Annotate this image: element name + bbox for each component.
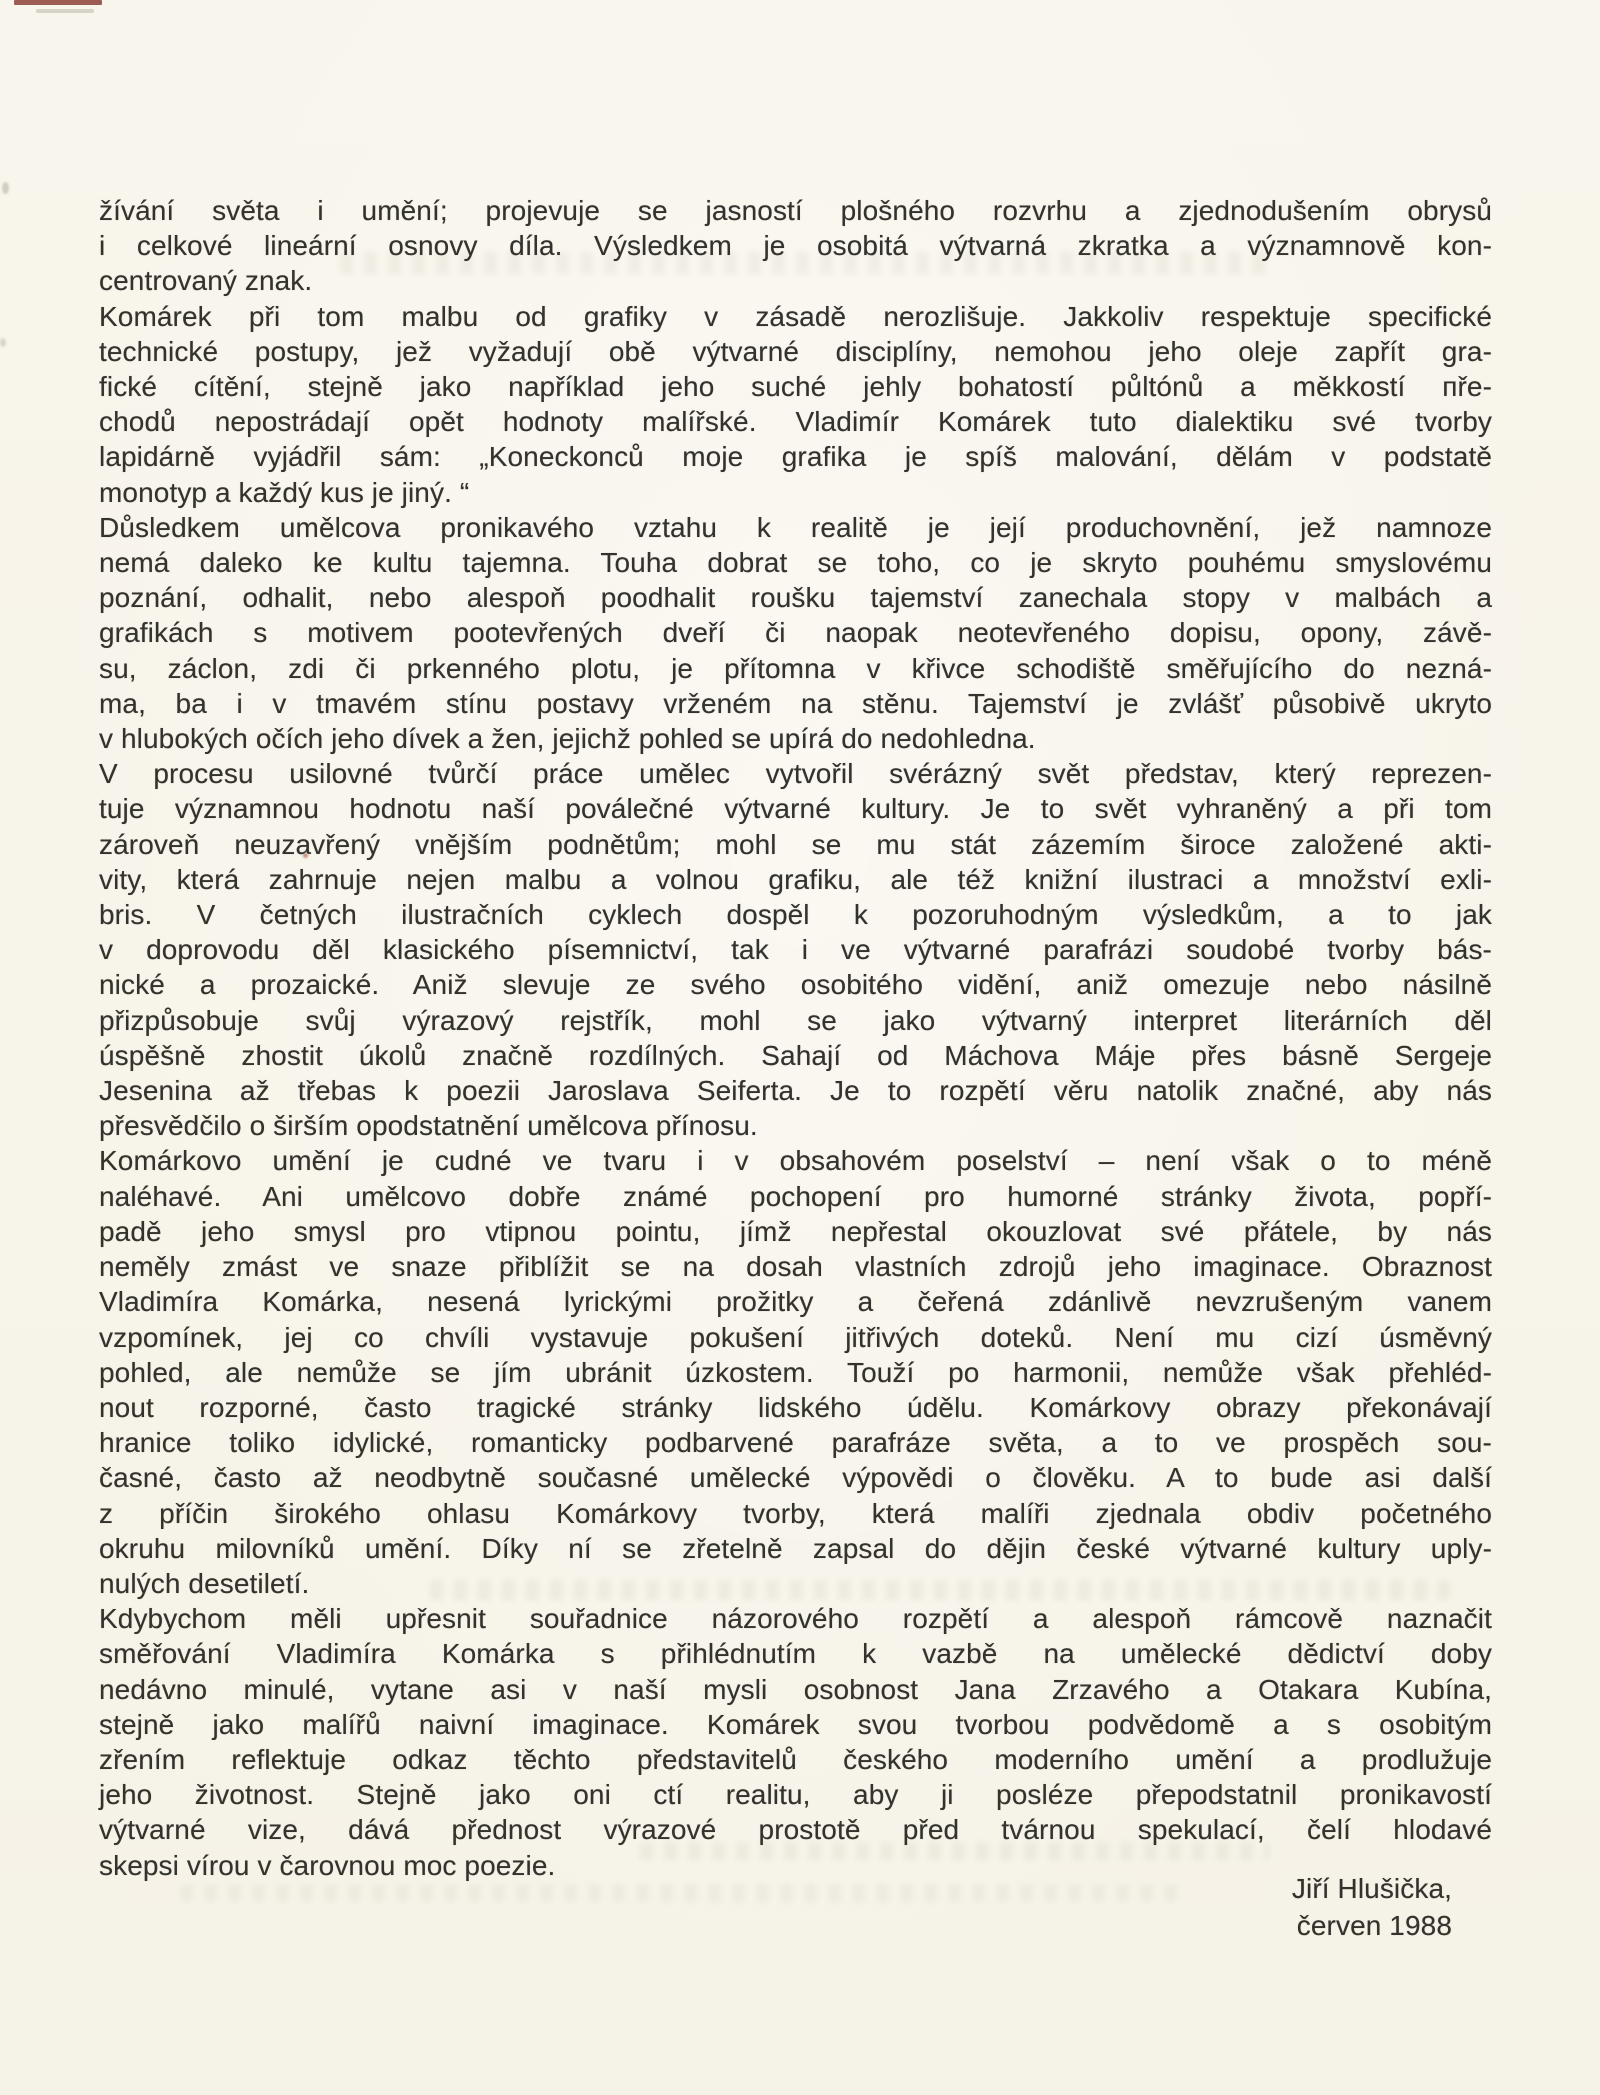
text-line: vzpomínek, jej co chvíli vystavuje pokušení jitřivých doteků. Není mu cizí úsměvný [99, 1321, 1492, 1353]
paragraph [99, 1601, 1492, 1883]
text-line: skepsi vírou v čarovnou moc poezie. [99, 1849, 556, 1881]
text-line: padě jeho smysl pro vtipnou pointu, jímž nepřestal okouzlovat své přátele, by nás [99, 1215, 1492, 1247]
paragraph [99, 510, 1492, 756]
text-line: přizpůsobuje svůj výrazový rejstřík, mohl se jako výtvarný interpret literárních děl [99, 1004, 1492, 1036]
bleed-through-artifact [180, 1884, 1180, 1902]
text-line: Důsledkem umělcova pronikavého vztahu k realitě je její produchovnění, jež namnoze [99, 511, 1492, 543]
paragraph [99, 299, 1492, 510]
text-line: zároveň neuzavřený vnějším podnětům; mohl se mu stát zázemím široce založené akti- [99, 828, 1492, 860]
signature-date: červen 1988 [1296, 1910, 1452, 1941]
text-line: technické postupy, jež vyžadují obě výtvarné disciplíny, nemohou jeho oleje zapřít gra- [99, 335, 1492, 367]
text-line: přesvědčilo o širším opodstatnění umělcova přínosu. [99, 1110, 758, 1142]
text-line: neměly zmást ve snaze přiblížit se na dosah vlastních zdrojů jeho imaginace. Obraznost [99, 1251, 1492, 1283]
text-line: nické a prozaické. Aniž slevuje ze svého osobitého vidění, aniž omezuje nebo násilně [99, 969, 1492, 1001]
text-line: Jesenina až třebas k poezii Jaroslava Seiferta. Je to rozpětí věru natolik značné, aby nás [99, 1075, 1492, 1107]
text-line: su, záclon, zdi či prkenného plotu, je přítomna v křivce schodiště směřujícího do nezná- [99, 652, 1492, 684]
text-line: v hlubokých očích jeho dívek a žen, jejichž pohled se upírá do nedohledna. [99, 723, 1036, 755]
text-line: poznání, odhalit, nebo alespoň poodhalit roušku tajemství zanechala stopy v malbách a [99, 582, 1492, 614]
paper-speck [0, 338, 6, 347]
text-line: z příčin širokého ohlasu Komárkovy tvorby, která malíři zjednala obdiv početného [99, 1497, 1492, 1529]
paragraph [99, 193, 1492, 299]
text-line: centrovaný znak. [99, 265, 313, 297]
text-line: tuje významnou hodnotu naší poválečné výtvarné kultury. Je to svět vyhraněný a při tom [99, 793, 1492, 825]
gray-edge-mark-artifact [36, 9, 94, 13]
text-line: žívání světa i umění; projevuje se jasností plošného rozvrhu a zjednodušením obrysů [99, 195, 1492, 226]
paragraph [99, 1143, 1492, 1601]
text-line: bris. V četných ilustračních cyklech dospěl k pozoruhodným výsledkům, a to jak [99, 899, 1492, 931]
text-line: pohled, ale nemůže se jím ubránit úzkostem. Touží po harmonii, nemůže však přehléd- [99, 1356, 1492, 1388]
signature-name: Jiří Hlušička, [1291, 1873, 1452, 1904]
signature-block [1292, 1870, 1452, 1944]
text-line: nemá daleko ke kultu tajemna. Touha dobrat se toho, co je skryto pouhému smyslovému [99, 547, 1492, 579]
text-line: úspěšně zhostit úkolů značně rozdílných. Sahají od Máchova Máje přes básně Sergeje [99, 1039, 1492, 1071]
text-line: vity, která zahrnuje nejen malbu a volnou grafiku, ale též knižní ilustraci a množství exli- [99, 863, 1492, 895]
paragraph [99, 756, 1492, 1143]
text-line: nout rozporné, často tragické stránky lidského údělu. Komárkovy obrazy překonávají [99, 1391, 1492, 1423]
text-line: v doprovodu děl klasického písemnictví, tak i ve výtvarné parafrázi soudobé tvorby bás- [99, 934, 1492, 966]
text-line: Kdybychom měli upřesnit souřadnice názorového rozpětí a alespoň rámcově naznačit [99, 1603, 1492, 1635]
red-edge-mark-artifact [14, 0, 102, 5]
text-line: naléhavé. Ani umělcovo dobře známé pochopení pro humorné stránky života, popří- [99, 1180, 1492, 1212]
text-line: chodů nepostrádají opět hodnoty malířské. Vladimír Komárek tuto dialektiku své tvorby [99, 406, 1492, 438]
text-line: okruhu milovníků umění. Díky ní se zřetelně zapsal do dějin české výtvarné kultury uply- [99, 1532, 1492, 1564]
text-line: hranice toliko idylické, romanticky podbarvené parafráze světa, a to ve prospěch sou- [99, 1427, 1492, 1459]
text-line: Komárek při tom malbu od grafiky v zásadě nerozlišuje. Jakkoliv respektuje specifické [99, 300, 1492, 332]
text-line: stejně jako malířů naivní imaginace. Komárek svou tvorbou podvědomě a s osobitým [99, 1708, 1492, 1740]
text-line: Komárkovo umění je cudné ve tvaru i v obsahovém poselství – není však o to méně [99, 1145, 1492, 1177]
text-line: V procesu usilovné tvůrčí práce umělec vytvořil svérázný svět představ, který reprezen- [99, 758, 1492, 790]
text-line: ma, ba i v tmavém stínu postavy vrženém na stěnu. Tajemství je zvlášť působivě ukryto [99, 687, 1492, 719]
text-line: i celkové lineární osnovy díla. Výsledkem je osobitá výtvarná zkratka a významnově kon- [99, 230, 1492, 262]
text-line: nedávno minulé, vytane asi v naší mysli osobnost Jana Zrzavého a Otakara Kubína, [99, 1673, 1492, 1705]
text-line: grafikách s motivem pootevřených dveří či naopak neotevřeného dopisu, opony, závě- [99, 617, 1492, 649]
text-line: časné, často až neodbytně současné umělecké výpovědi o člověku. A to bude asi další [99, 1462, 1492, 1494]
text-line: monotyp a každý kus je jiný. “ [99, 476, 470, 508]
text-line: směřování Vladimíra Komárka s přihlédnutím k vazbě na umělecké dědictví doby [99, 1638, 1492, 1670]
text-line: zřením reflektuje odkaz těchto představitelů českého moderního umění a prodlužuje [99, 1743, 1492, 1775]
body-text [99, 193, 1492, 1883]
paper-speck [2, 182, 9, 194]
text-line: jeho životnost. Stejně jako oni ctí realitu, aby ji posléze přepodstatnil pronikavostí [99, 1779, 1492, 1811]
text-line: Vladimíra Komárka, nesená lyrickými prožitky a čeřená zdánlivě nevzrušeným vanem [99, 1286, 1492, 1318]
text-line: lapidárně vyjádřil sám: „Koneckonců moje grafika je spíš malování, dělám v podstatě [99, 441, 1492, 473]
text-line: výtvarné vize, dává přednost výrazové prostotě před tvárnou spekulací, čelí hlodavé [99, 1814, 1492, 1846]
text-line: fické cítění, stejně jako například jeho suché jehly bohatostí půltónů a měkkostí пře- [99, 371, 1492, 403]
text-line: nulých desetiletí. [99, 1567, 310, 1599]
